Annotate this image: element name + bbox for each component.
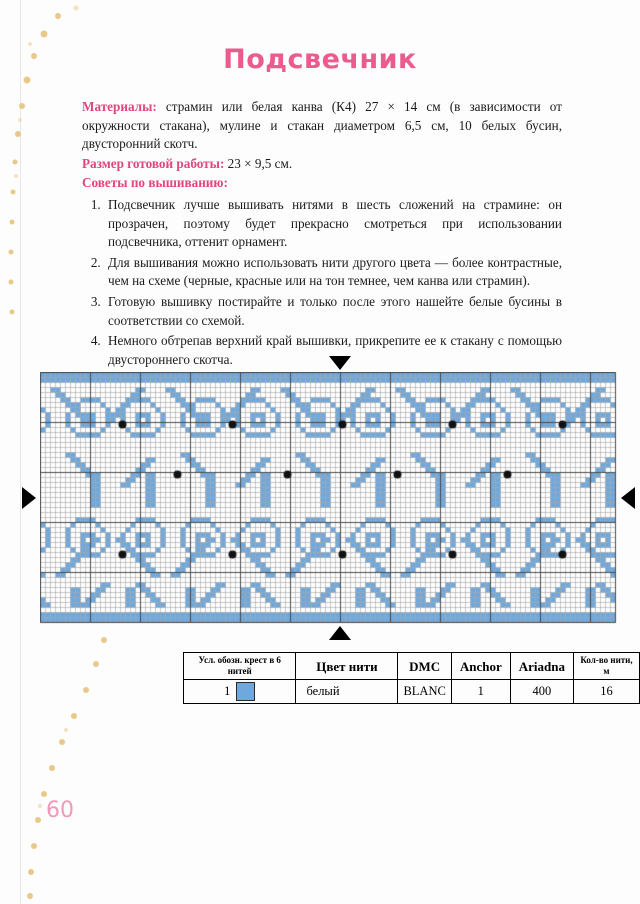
thread-legend-table bbox=[183, 652, 640, 704]
legend-cell-symbol bbox=[184, 680, 296, 704]
legend-cell-color-name: белый bbox=[296, 680, 398, 704]
page-number: 60 bbox=[46, 798, 74, 823]
tips-list bbox=[82, 196, 562, 369]
legend-cell-amount: 16 bbox=[573, 680, 639, 704]
page-title: Подсвечник bbox=[223, 44, 417, 75]
legend-header-amount: Кол-во нити, м bbox=[573, 653, 639, 680]
cross-stitch-chart bbox=[32, 372, 612, 632]
center-top-marker bbox=[329, 356, 351, 370]
legend-header-symbol: Усл. обозн. крест в 6 нитей bbox=[184, 653, 296, 680]
legend-header-anchor: Anchor bbox=[451, 653, 510, 680]
legend-header-row bbox=[184, 653, 640, 680]
materials-paragraph bbox=[82, 98, 562, 154]
tips-heading bbox=[82, 174, 562, 193]
center-bottom-marker bbox=[329, 626, 351, 640]
legend-header-ariadna: Ariadna bbox=[510, 653, 573, 680]
list-item: 4. Немного обтрепав верхний край вышивки, прикрепите ее к стакану с помощью двустороннего скотча. bbox=[104, 332, 562, 369]
legend-header-color: Цвет нити bbox=[296, 653, 398, 680]
tips-heading-label: Советы по вышиванию: bbox=[82, 175, 228, 191]
article-body bbox=[82, 98, 562, 371]
size-paragraph bbox=[82, 155, 562, 174]
legend-cell-dmc: BLANC bbox=[398, 680, 451, 704]
legend-symbol-number: 1 bbox=[224, 684, 231, 698]
size-label: Размер готовой работы: bbox=[82, 155, 225, 171]
list-item: 1. Подсвечник лучше вышивать нитями в шесть сложений на страмине: он прозрачен, поэтому будет прекрасно смотреться при использовании подсвечника, оттенит орнамент. bbox=[104, 196, 562, 252]
page-left-rule bbox=[20, 0, 21, 904]
size-text: 23 × 9,5 см. bbox=[224, 155, 293, 171]
list-item: 3. Готовую вышивку постирайте и только после этого нашейте белые бусины в соответствии со схемой. bbox=[104, 293, 562, 330]
materials-label: Материалы: bbox=[82, 99, 157, 114]
legend-header-dmc: DMC bbox=[398, 653, 451, 680]
legend-cell-anchor: 1 bbox=[451, 680, 510, 704]
materials-text: страмин или белая канва (К4) 27 × 14 см (в зависимости от окружности стакана), мулине и стакан диаметром 6,5 см, 10 белых бусин, двусторонний скотч. bbox=[82, 99, 562, 152]
middle-right-marker bbox=[621, 487, 635, 509]
legend-cell-ariadna: 400 bbox=[510, 680, 573, 704]
pattern-grid bbox=[40, 372, 617, 624]
list-item: 2. Для вышивания можно использовать нити другого цвета — более контрастные, чем на схеме (черные, красные или на тон темнее, чем канва или страмин). bbox=[104, 254, 562, 291]
middle-left-marker bbox=[22, 487, 36, 509]
color-swatch bbox=[236, 682, 255, 701]
table-row bbox=[184, 680, 640, 704]
